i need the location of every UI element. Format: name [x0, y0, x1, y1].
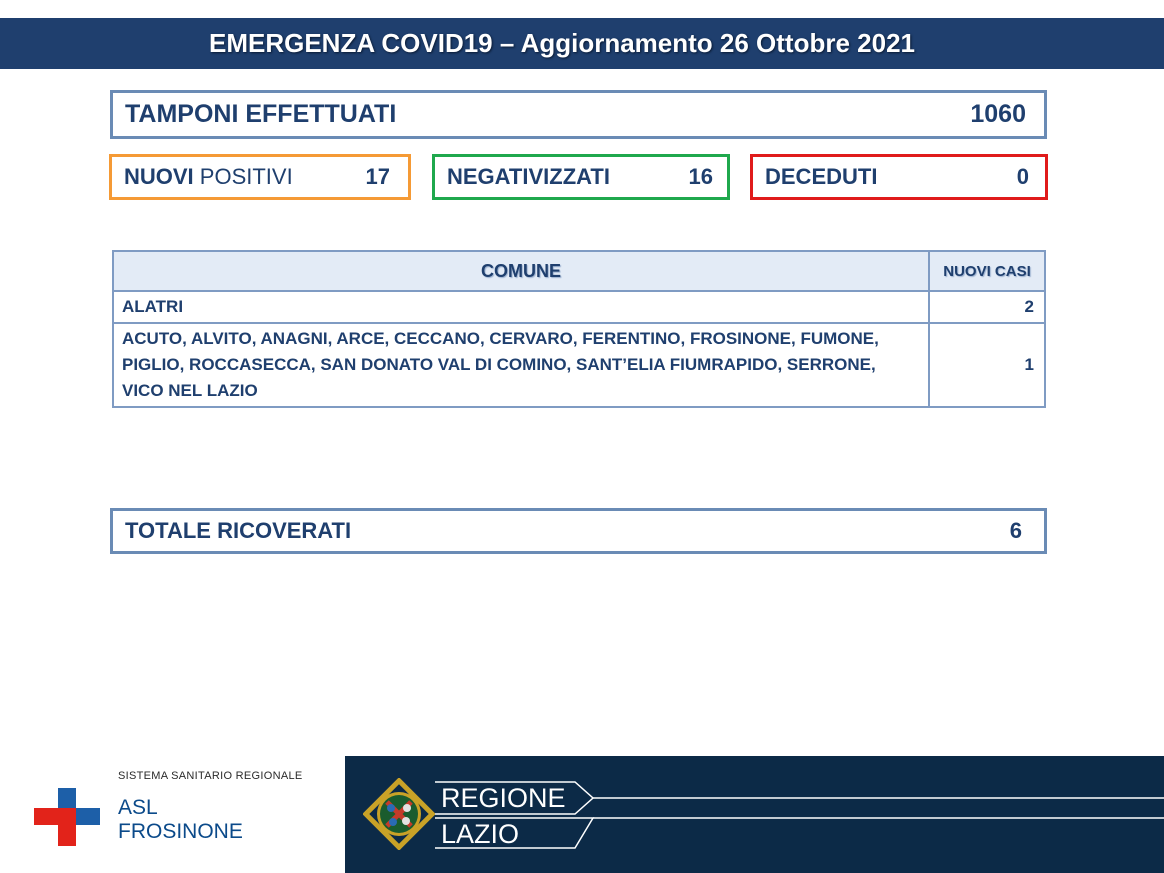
- asl-line1: ASL: [118, 796, 158, 819]
- regione-lazio-text: [441, 780, 566, 852]
- col-nuovi-casi: NUOVI CASI: [929, 251, 1045, 291]
- nuovi-positivi-value: 17: [365, 164, 390, 189]
- negativizzati-value: 16: [688, 164, 713, 189]
- row-comuni: ALATRI: [113, 291, 929, 323]
- tamponi-value: 1060: [970, 100, 1026, 128]
- regione-lazio-banner: [345, 756, 1164, 873]
- page-title: EMERGENZA COVID19 – Aggiornamento 26 Ottobre 2021: [209, 28, 915, 58]
- deceduti-label: DECEDUTI: [765, 164, 878, 189]
- ricoverati-label: TOTALE RICOVERATI: [125, 518, 352, 543]
- row-comuni: ACUTO, ALVITO, ANAGNI, ARCE, CECCANO, CERVARO, FERENTINO, FROSINONE, FUMONE, PIGLIO, ROCCASECCA, SAN DONATO VAL DI COMINO, SANT’ELIA FIUMRAPIDO, SERRONE, VICO NEL LAZIO: [113, 323, 929, 407]
- table-header-row: [113, 251, 1045, 291]
- row-casi: 2: [929, 291, 1045, 323]
- negativizzati-label: NEGATIVIZZATI: [447, 164, 610, 189]
- page-header: [0, 18, 1164, 69]
- deceduti-box: [750, 154, 1048, 200]
- ricoverati-value: 6: [1009, 518, 1022, 543]
- table-row: [113, 323, 1045, 407]
- nuovi-positivi-box: [109, 154, 411, 200]
- asl-line2: FROSINONE: [118, 820, 243, 843]
- nuovi-label: NUOVI: [124, 164, 194, 189]
- asl-cross-logo-icon: [34, 788, 100, 846]
- negativizzati-box: [432, 154, 730, 200]
- regione-line1: REGIONE: [441, 783, 566, 813]
- deceduti-value: 0: [1016, 164, 1029, 189]
- ricoverati-box: [110, 508, 1047, 554]
- tamponi-box: [110, 90, 1047, 139]
- regione-lazio-crest-icon: [363, 778, 435, 850]
- asl-frosinone-logo: [30, 766, 320, 856]
- tamponi-label: TAMPONI EFFETTUATI: [125, 100, 397, 128]
- comuni-table: [112, 250, 1046, 408]
- regione-line2: LAZIO: [441, 819, 520, 849]
- row-casi: 1: [929, 323, 1045, 407]
- table-row: [113, 291, 1045, 323]
- nuovi-positivi-label: [124, 164, 293, 190]
- positivi-label: POSITIVI: [193, 164, 293, 189]
- asl-name: [118, 796, 243, 844]
- asl-system-label: SISTEMA SANITARIO REGIONALE: [118, 770, 303, 782]
- col-comune: COMUNE: [113, 251, 929, 291]
